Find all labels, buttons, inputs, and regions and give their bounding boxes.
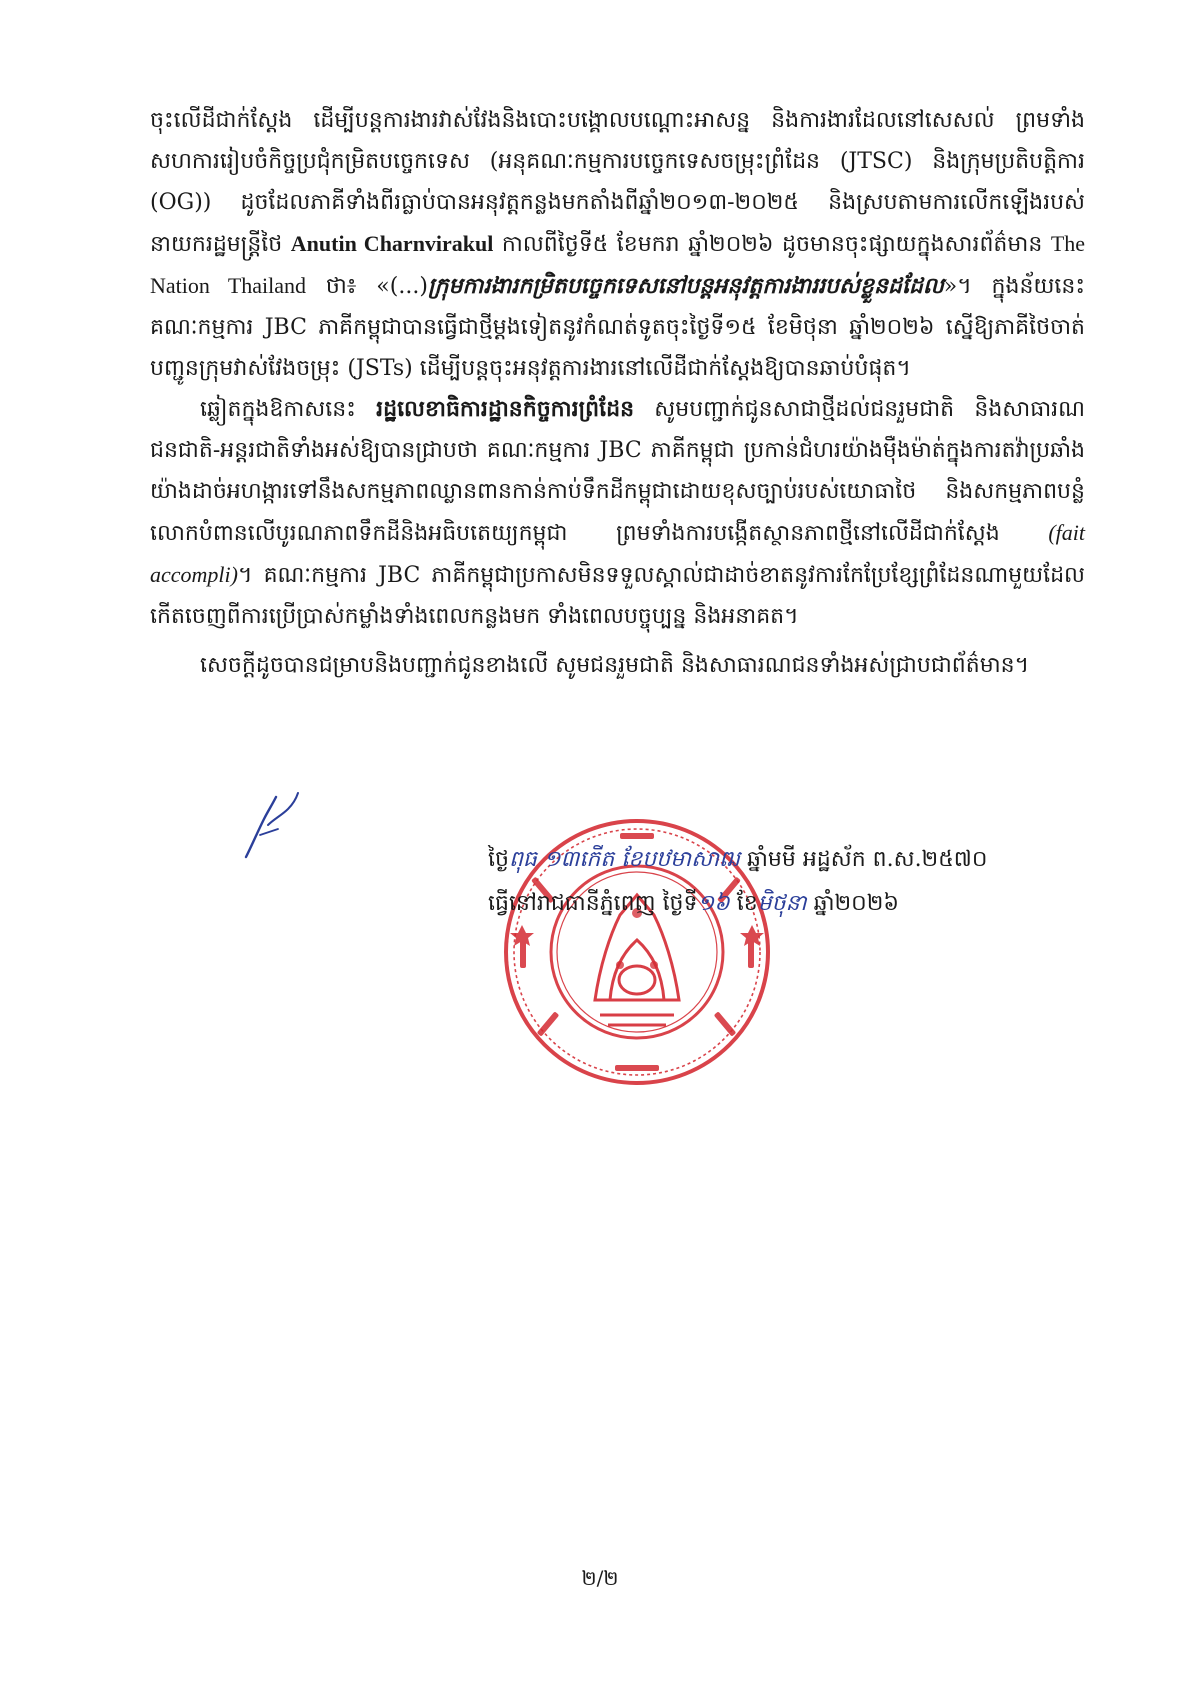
- paragraph-2-text-c: ។ គណៈកម្មការ JBC ភាគីកម្ពុជាប្រកាសមិនទទួលស្គាល់ជាដាច់ខាតនូវការកែប្រែខ្សែព្រំដែនណាមួយដែលកើតចេញពីការប្រើប្រាស់កម្លាំងទាំងពេលកន្លងមក ទាំងពេលបច្ចុប្បន្ន និងអនាគត។: [150, 563, 1085, 629]
- body-paragraph-1: [150, 100, 1085, 389]
- lunar-date-line: [488, 838, 1108, 882]
- year-text: ឆ្នាំ២០២៦: [813, 891, 899, 916]
- fait-accompli-term: (fait accompli): [150, 520, 1085, 587]
- secretariat-name: រដ្ឋលេខាធិការដ្ឋានកិច្ចការព្រំដែន: [376, 396, 635, 422]
- lunar-year-text: ឆ្នាំមមី អដ្ឋស័ក ព.ស.២៥៧០: [746, 847, 988, 872]
- body-paragraph-2: [150, 389, 1085, 637]
- paragraph-1-text-b: កាលពីថ្ងៃទី៥ ខែមករា ឆ្នាំ២០២៦ ដូចមានចុះផ្សាយក្នុងសារព័ត៌មាន: [501, 232, 1043, 257]
- lunar-month-handwritten: បឋមាសាឍ: [642, 847, 740, 872]
- lunar-day-handwritten: ពុធ ១៣កើត ខែ: [508, 847, 643, 872]
- signature-mark: [238, 785, 308, 865]
- solar-date-line: [488, 882, 1108, 926]
- letter-body: [150, 100, 1085, 686]
- paragraph-2-text-b: សូមបញ្ជាក់ជូនសាជាថ្មីដល់ជនរួមជាតិ និងសាធារណជនជាតិ-អន្តរជាតិទាំងអស់ឱ្យបានជ្រាបថា គណៈកម្មការ JBC ភាគីកម្ពុជា ប្រកាន់ជំហរយ៉ាងម៉ឺងម៉ាត់ក្នុងការតវ៉ាប្រឆាំងយ៉ាងដាច់អហង្ការទៅនឹងសកម្មភាពឈ្លានពានកាន់កាប់ទឹកដីកម្ពុជាដោយខុសច្បាប់របស់យោធាថៃ និងសកម្មភាពបន្លំលោកបំពានលើបូរណភាពទឹកដីនិងអធិបតេយ្យកម្ពុជា ព្រមទាំងការបង្កើតស្ថានភាពថ្មីនៅលើដីជាក់ស្តែង: [150, 397, 1085, 546]
- paragraph-1-text-a: ចុះលើដីជាក់ស្តែង ដើម្បីបន្តការងារវាស់វែងនិងបោះបង្គោលបណ្ដោះអាសន្ន និងការងារដែលនៅសេសល់ ព្រមទាំងសហការរៀបចំកិច្ចប្រជុំកម្រិតបច្ចេកទេស (អនុគណៈកម្មការបច្ចេកទេសចម្រុះព្រំដែន (JTSC) និងក្រុមប្រតិបត្តិការ (OG)) ដូចដែលភាគីទាំងពីរធ្លាប់បានអនុវត្តកន្លងមកតាំងពីឆ្នាំ២០១៣-២០២៥ និងស្របតាមការលើកឡើងរបស់នាយករដ្ឋមន្ត្រីថៃ: [150, 108, 1085, 257]
- paragraph-1-text-d: »។ ក្នុងន័យនេះ គណៈកម្មការ JBC ភាគីកម្ពុជាបានធ្វើជាថ្មីម្តងទៀតនូវកំណត់ទូតចុះថ្ងៃទី១៥ ខែមិថុនា ឆ្នាំ២០២៦ ស្នើឱ្យភាគីថៃចាត់បញ្ជូនក្រុមវាស់វែងចម្រុះ (JSTs) ដើម្បីបន្តចុះអនុវត្តការងារនៅលើដីជាក់ស្តែងឱ្យបានឆាប់បំផុត។: [150, 274, 1086, 381]
- body-paragraph-3: [150, 645, 1085, 686]
- news-outlet-name: The Nation Thailand: [150, 231, 1086, 298]
- paragraph-2-text-a: ឆ្លៀតក្នុងឱកាសនេះ: [200, 397, 356, 422]
- quoted-statement: ក្រុមការងារកម្រិតបច្ចេកទេសនៅបន្តអនុវត្តការងាររបស់ខ្លួនដដែល: [427, 273, 944, 299]
- month-prefix: ខែ: [736, 891, 758, 916]
- month-handwritten: មិថុនា: [757, 891, 807, 916]
- paragraph-3-text: សេចក្តីដូចបានជម្រាបនិងបញ្ជាក់ជូនខាងលើ សូមជនរួមជាតិ និងសាធារណជនទាំងអស់ជ្រាបជាព័ត៌មាន។: [200, 653, 1030, 678]
- paragraph-1-text-c: ថា៖ «(...): [325, 274, 428, 299]
- thai-pm-name: Anutin Charnvirakul: [290, 231, 494, 256]
- dateline-block: [488, 838, 1108, 926]
- day-handwritten: ១៦: [697, 891, 730, 916]
- place-and-day-prefix: ធ្វើនៅរាជធានីភ្នំពេញ ថ្ងៃទី: [488, 891, 698, 916]
- page-number: ២/២: [581, 1566, 619, 1590]
- lunar-day-prefix: ថ្ងៃ: [488, 847, 509, 872]
